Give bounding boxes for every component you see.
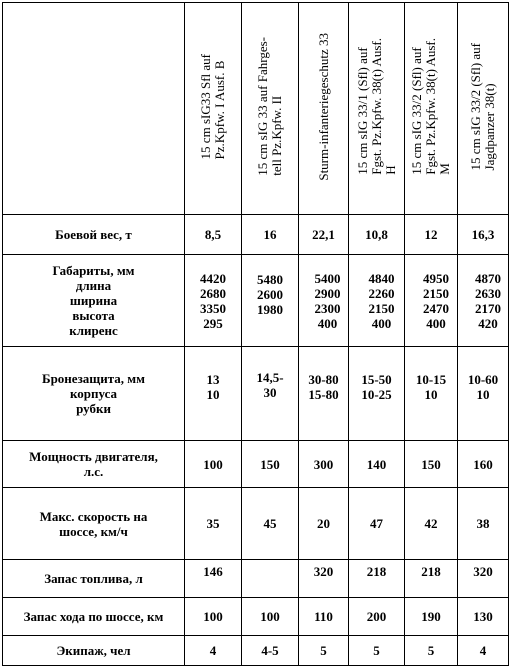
row-label: Боевой вес, т (3, 215, 185, 255)
column-header (299, 3, 349, 215)
column-header-label: Sturm-infanteriegeschutz 33 (315, 32, 331, 181)
value-cell: 150 (242, 441, 299, 488)
value-cell: 4 (185, 636, 242, 666)
spec-table (2, 2, 509, 666)
value-cell: 5 (405, 636, 458, 666)
value-cell: 130 (458, 598, 509, 636)
value-cell: 110 (299, 598, 349, 636)
value-cell: 42 (405, 488, 458, 560)
value-cell: 320 (299, 560, 349, 598)
column-header (242, 3, 299, 215)
value-cell: 4840 2260 2150 400 (349, 255, 405, 347)
value-cell: 4420 2680 3350 295 (185, 255, 242, 347)
value-cell: 14,5- 30 (242, 347, 299, 441)
column-header-label: 15 cm sIG 33/2 (Sfl) auf Fgst. Pz.Kpfw. 38(t) Ausf. M (409, 38, 452, 175)
row-range (3, 598, 509, 636)
row-speed (3, 488, 509, 560)
value-cell: 8,5 (185, 215, 242, 255)
column-header-label: 15 cm sIG33 Sfl auf Pz.Kpfw. I Ausf. B (198, 53, 227, 160)
row-label: Габариты, мм длина ширина высота клиренс (3, 255, 185, 347)
value-cell: 10,8 (349, 215, 405, 255)
row-engine (3, 441, 509, 488)
value-cell: 4-5 (242, 636, 299, 666)
value-cell: 16,3 (458, 215, 509, 255)
row-label: Мощность двигателя, л.с. (3, 441, 185, 488)
value-cell: 10-15 10 (405, 347, 458, 441)
column-header-label: 15 cm sIG 33/2 (Sfl) auf Jagdpanzer 38(t) (468, 42, 497, 171)
value-cell: 218 (405, 560, 458, 598)
row-label: Экипаж, чел (3, 636, 185, 666)
row-label: Запас топлива, л (3, 560, 185, 598)
value-cell: 16 (242, 215, 299, 255)
row-armor (3, 347, 509, 441)
column-header (349, 3, 405, 215)
header-corner-cell (3, 3, 185, 215)
value-cell: 4 (458, 636, 509, 666)
row-weight (3, 215, 509, 255)
value-cell: 100 (185, 441, 242, 488)
value-cell: 146 (185, 560, 242, 598)
row-label: Макс. скорость на шоссе, км/ч (3, 488, 185, 560)
value-cell: 20 (299, 488, 349, 560)
value-cell: 100 (185, 598, 242, 636)
value-cell: 5 (299, 636, 349, 666)
value-cell: 150 (405, 441, 458, 488)
value-cell: 47 (349, 488, 405, 560)
column-header (185, 3, 242, 215)
value-cell: 15-50 10-25 (349, 347, 405, 441)
value-cell: 4870 2630 2170 420 (458, 255, 509, 347)
value-cell: 190 (405, 598, 458, 636)
value-cell: 5 (349, 636, 405, 666)
value-cell: 35 (185, 488, 242, 560)
column-header-label: 15 cm sIG 33/1 (Sfl) auf Fgst. Pz.Kpfw. 38(t) Ausf. H (354, 38, 398, 175)
value-cell: 320 (458, 560, 509, 598)
value-cell: 140 (349, 441, 405, 488)
row-dimensions (3, 255, 509, 347)
row-label: Запас хода по шоссе, км (3, 598, 185, 636)
value-cell: 38 (458, 488, 509, 560)
value-cell: 5400 2900 2300 400 (299, 255, 349, 347)
value-cell: 4950 2150 2470 400 (405, 255, 458, 347)
row-fuel (3, 560, 509, 598)
value-cell: 12 (405, 215, 458, 255)
column-header (458, 3, 509, 215)
value-cell: 13 10 (185, 347, 242, 441)
column-header (405, 3, 458, 215)
header-row (3, 3, 509, 215)
value-cell (242, 560, 299, 598)
value-cell: 5480 2600 1980 (242, 255, 299, 347)
value-cell: 100 (242, 598, 299, 636)
column-header-label: 15 cm sIG 33 auf Fahrges- tell Pz.Kpfw. II (255, 37, 284, 176)
value-cell: 30-80 15-80 (299, 347, 349, 441)
value-cell: 200 (349, 598, 405, 636)
value-cell: 160 (458, 441, 509, 488)
value-cell: 218 (349, 560, 405, 598)
row-label: Бронезащита, мм корпуса рубки (3, 347, 185, 441)
value-cell: 22,1 (299, 215, 349, 255)
row-crew (3, 636, 509, 666)
value-cell: 300 (299, 441, 349, 488)
value-cell: 10-60 10 (458, 347, 509, 441)
value-cell: 45 (242, 488, 299, 560)
